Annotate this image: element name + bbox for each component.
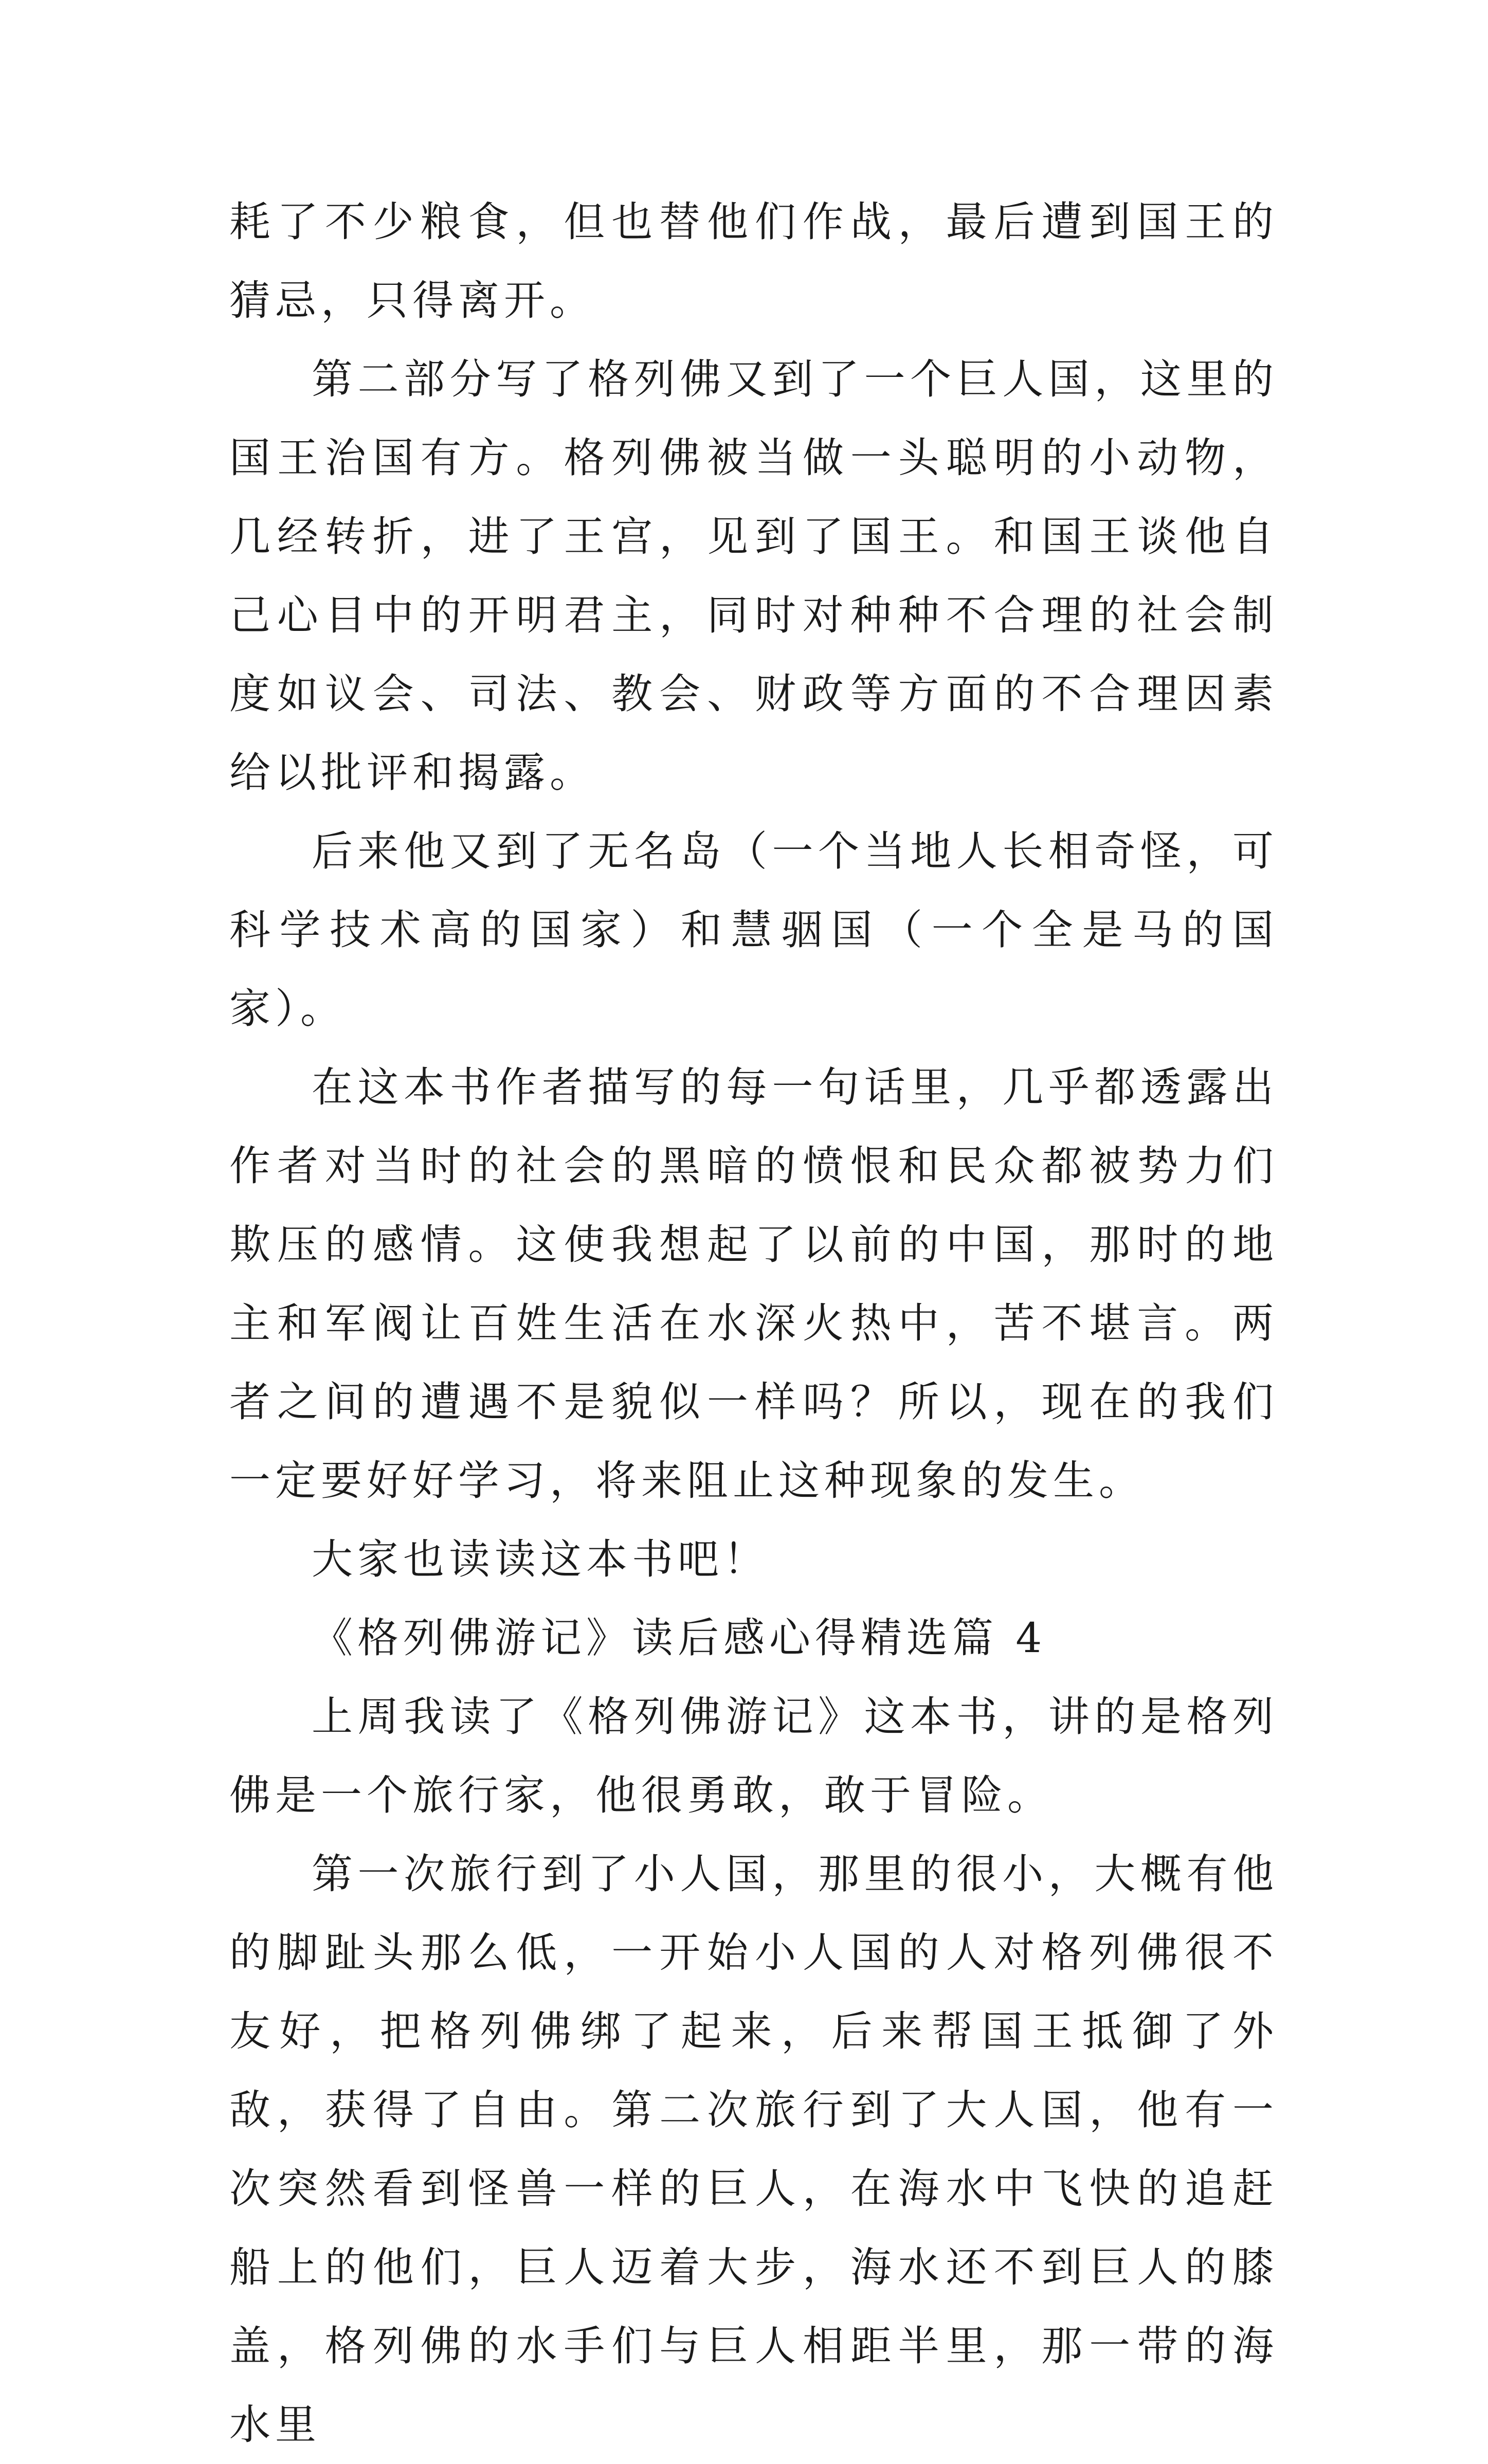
paragraph-first-journey: 第一次旅行到了小人国，那里的很小，大概有他的脚趾头那么低，一开始小人国的人对格列佛很不友好，把格列佛绑了起来，后来帮国王抵御了外敌，获得了自由。第二次旅行到了大人国，他有一次突然看到怪兽一样的巨人，在海水中飞快的追赶船上的他们，巨人迈着大步，海水还不到巨人的膝盖，格列佛的水手们与巨人相距半里，那一带的海水里 [229,1850,1278,2449]
document-body [229,183,1278,2464]
paragraph-recommendation: 大家也读读这本书吧！ [312,1535,769,1583]
paragraph-giant-country: 第二部分写了格列佛又到了一个巨人国，这里的国王治国有方。格列佛被当做一头聪明的小动物，几经转折，进了王宫，见到了国王。和国王谈他自己心目中的开明君主，同时对种种不合理的社会制度如议会、司法、教会、财政等方面的不合理因素给以批评和揭露。 [229,355,1278,796]
section-heading: 《格列佛游记》读后感心得精选篇 4 [312,1614,1047,1662]
paragraph-intro: 上周我读了《格列佛游记》这本书，讲的是格列佛是一个旅行家，他很勇敢，敢于冒险。 [229,1693,1278,1819]
paragraph-nameless-island: 后来他又到了无名岛（一个当地人长相奇怪，可科学技术高的国家）和慧骃国（一个全是马的国家）。 [229,827,1278,1032]
paragraph-author-reflection: 在这本书作者描写的每一句话里，几乎都透露出作者对当时的社会的黑暗的愤恨和民众都被势力们欺压的感情。这使我想起了以前的中国，那时的地主和军阀让百姓生活在水深火热中，苦不堪言。两者之间的遭遇不是貌似一样吗？所以，现在的我们一定要好好学习，将来阻止这种现象的发生。 [229,1063,1278,1505]
paragraph-continued: 耗了不少粮食，但也替他们作战，最后遭到国王的猜忌，只得离开。 [229,198,1278,324]
